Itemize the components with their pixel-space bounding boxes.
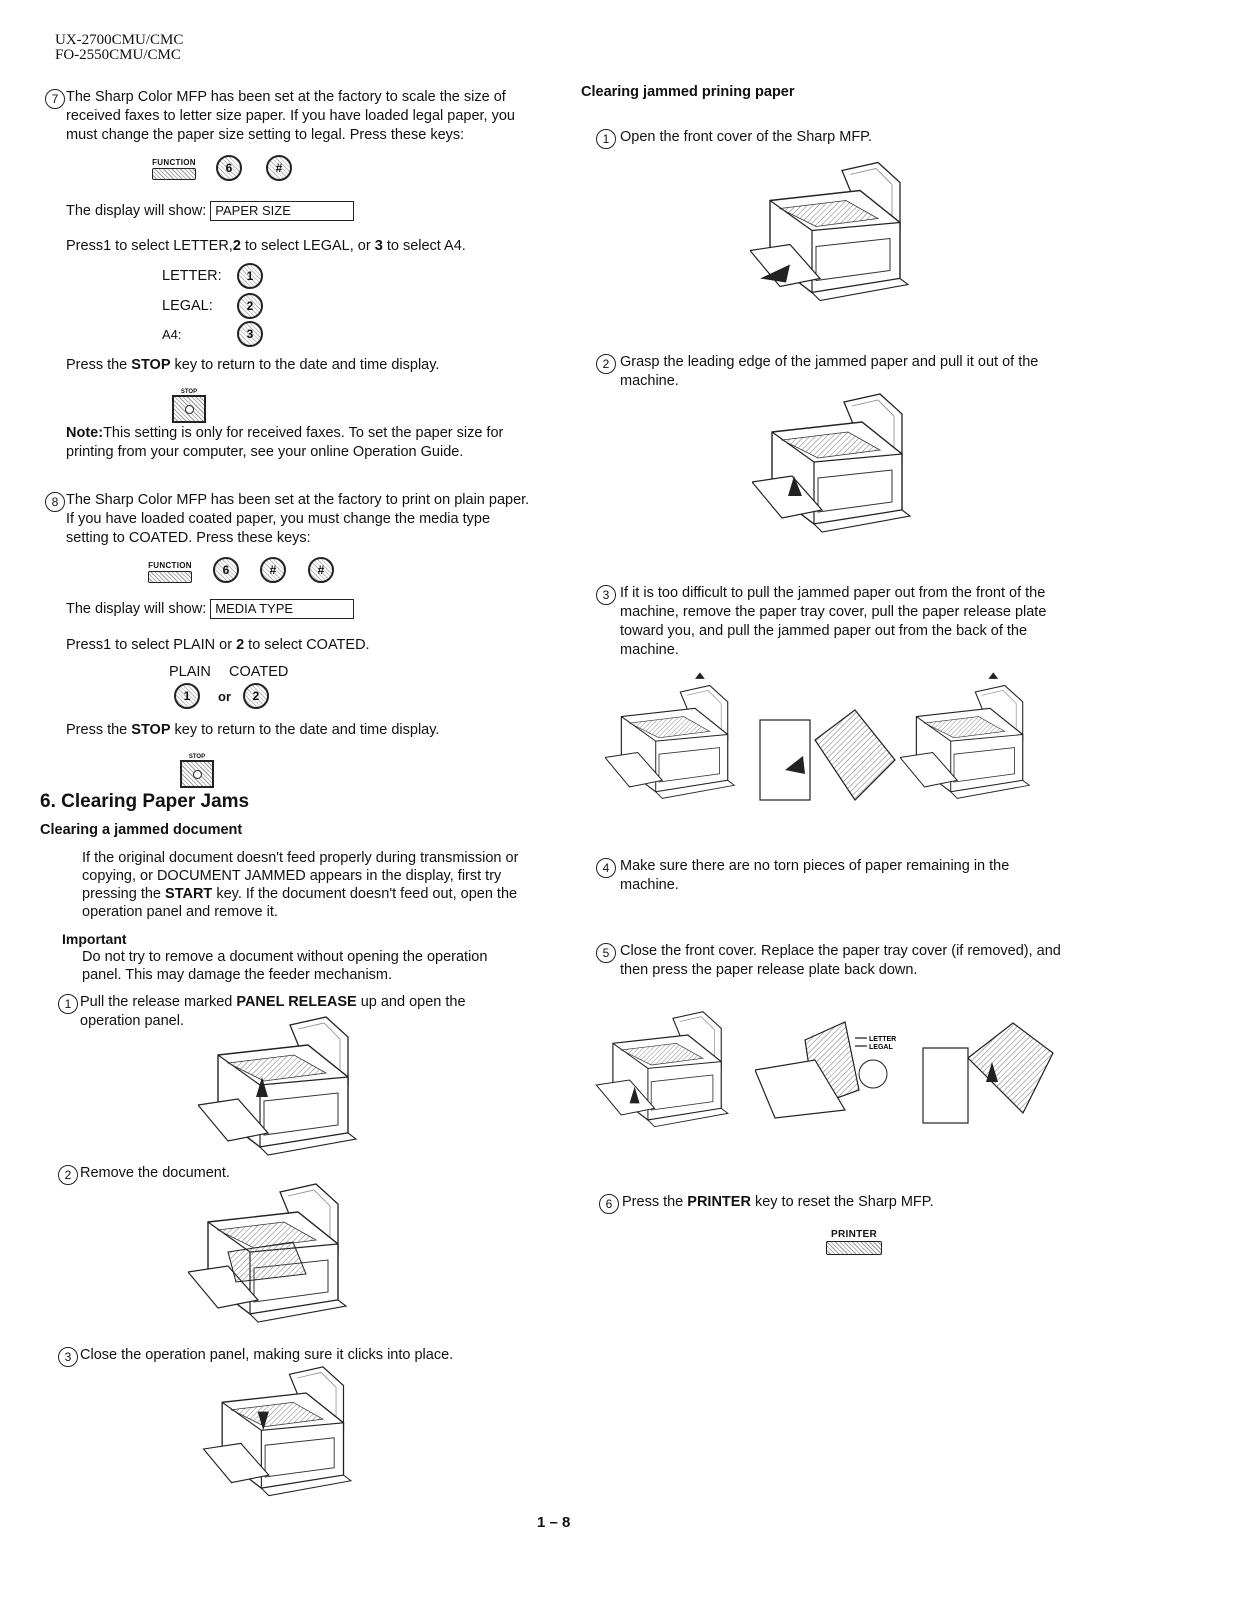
display-line-paper-size: The display will show: PAPER SIZE [66, 201, 354, 221]
option-coated-label: COATED [229, 664, 289, 680]
doc-step-1-marker: 1 [58, 993, 82, 1014]
subsection-jammed-document: Clearing a jammed document [40, 822, 243, 838]
important-text: Do not try to remove a document without opening the operation panel. This may damage the feeder mechanism. [82, 949, 488, 983]
document-intro: If the original document doesn't feed properly during transmission or copying, or DOCUMENT JAMMED appears in the display, first try pressing the START key. If the document doesn't feed out, open the operation panel and remove it. [82, 850, 519, 920]
figure-open-front-cover [750, 158, 915, 313]
option-plain-label: PLAIN [169, 664, 211, 680]
figure-press-plate-down [918, 1018, 1058, 1128]
stop-key-1: STOP [172, 380, 206, 423]
doc-step-3-marker: 3 [58, 1346, 82, 1367]
doc-step-2-marker: 2 [58, 1164, 82, 1185]
stop-instruction-1: Press the STOP key to return to the date and time display. [66, 357, 440, 373]
stop-instruction-2: Press the STOP key to return to the date and time display. [66, 722, 440, 738]
doc-step-2-text: Remove the document. [80, 1165, 230, 1181]
section-title: 6. Clearing Paper Jams [40, 791, 250, 812]
figure-close-front-cover [590, 1010, 740, 1135]
print-step-3-marker: 3 [596, 584, 620, 605]
key-2-legal: 2 [237, 293, 263, 319]
key-3-a4: 3 [237, 321, 263, 347]
print-step-1-marker: 1 [596, 128, 620, 149]
or-label: or [218, 689, 231, 704]
key-hash-c: # [308, 557, 334, 583]
doc-step-3-text: Close the operation panel, making sure it clicks into place. [80, 1347, 454, 1363]
key-hash: # [266, 155, 292, 181]
page-number: 1 – 8 [537, 1514, 571, 1531]
print-step-6-text: Press the PRINTER key to reset the Sharp MFP. [622, 1194, 934, 1210]
key-2-coated: 2 [243, 683, 269, 709]
subsection-jammed-printing-paper: Clearing jammed prining paper [581, 84, 795, 100]
step-7-marker: 7 [45, 88, 65, 109]
legal-label: LEGAL [869, 1044, 893, 1051]
key-6: 6 [216, 155, 242, 181]
stop-key-2: STOP [180, 745, 214, 788]
print-step-2-marker: 2 [596, 353, 620, 374]
figure-open-operation-panel [198, 1015, 363, 1165]
function-key: FUNCTION [152, 152, 196, 180]
display-box: PAPER SIZE [210, 201, 354, 221]
important-label: Important [62, 931, 127, 947]
figure-pull-paper-back [900, 662, 1035, 812]
note-text: Note:This setting is only for received faxes. To set the paper size for printing from your computer, see your online Operation Guide. [66, 425, 504, 460]
display-box-2: MEDIA TYPE [210, 599, 354, 619]
figure-letter-legal-plate [755, 1010, 915, 1125]
option-legal-label: LEGAL: [162, 298, 213, 314]
step-7-text: The Sharp Color MFP has been set at the factory to scale the size of received faxes to letter size paper. If you have loaded legal paper, you must change the paper size setting to legal. Press these keys: [66, 89, 515, 143]
figure-close-operation-panel [198, 1365, 363, 1505]
print-step-5-text: Close the front cover. Replace the paper tray cover (if removed), and then press the paper release plate back down. [620, 943, 1061, 978]
figure-remove-tray-cover [605, 662, 740, 812]
key-hash-b: # [260, 557, 286, 583]
media-type-instructions: Press1 to select PLAIN or 2 to select COATED. [66, 637, 370, 653]
key-6-b: 6 [213, 557, 239, 583]
figure-remove-document [188, 1182, 363, 1332]
print-step-4-marker: 4 [596, 857, 620, 878]
function-key-2: FUNCTION [148, 555, 192, 583]
printer-key: PRINTER [826, 1224, 882, 1255]
figure-pull-paper-front [752, 392, 917, 542]
option-a4-label: A4: [162, 327, 182, 342]
display-line-media-type: The display will show: MEDIA TYPE [66, 599, 354, 619]
doc-step-1-text: Pull the release marked PANEL RELEASE up and open the operation panel. [80, 994, 466, 1029]
key-1-plain: 1 [174, 683, 200, 709]
print-step-6-marker: 6 [599, 1193, 623, 1214]
letter-label: LETTER [869, 1036, 897, 1043]
key-1-letter: 1 [237, 263, 263, 289]
print-step-2-text: Grasp the leading edge of the jammed paper and pull it out of the machine. [620, 354, 1039, 389]
model-number-1: UX-2700CMU/CMC [55, 32, 184, 48]
model-number-2: FO-2550CMU/CMC [55, 47, 181, 63]
step-8-text: The Sharp Color MFP has been set at the factory to print on plain paper. If you have loaded coated paper, you must change the media type setting to COATED. Press these keys: [66, 492, 530, 546]
step-8-marker: 8 [45, 491, 69, 512]
print-step-1-text: Open the front cover of the Sharp MFP. [620, 129, 873, 145]
print-step-4-text: Make sure there are no torn pieces of paper remaining in the machine. [620, 858, 1010, 893]
option-letter-label: LETTER: [162, 268, 222, 284]
figure-paper-release-plate [755, 700, 900, 810]
print-step-5-marker: 5 [596, 942, 620, 963]
print-step-3-text: If it is too difficult to pull the jammed paper out from the front of the machine, remove the paper tray cover, pull the paper release plate toward you, and pull the jammed paper out from the back of the machine. [620, 585, 1047, 658]
paper-size-instructions: Press1 to select LETTER,2 to select LEGAL, or 3 to select A4. [66, 238, 466, 254]
